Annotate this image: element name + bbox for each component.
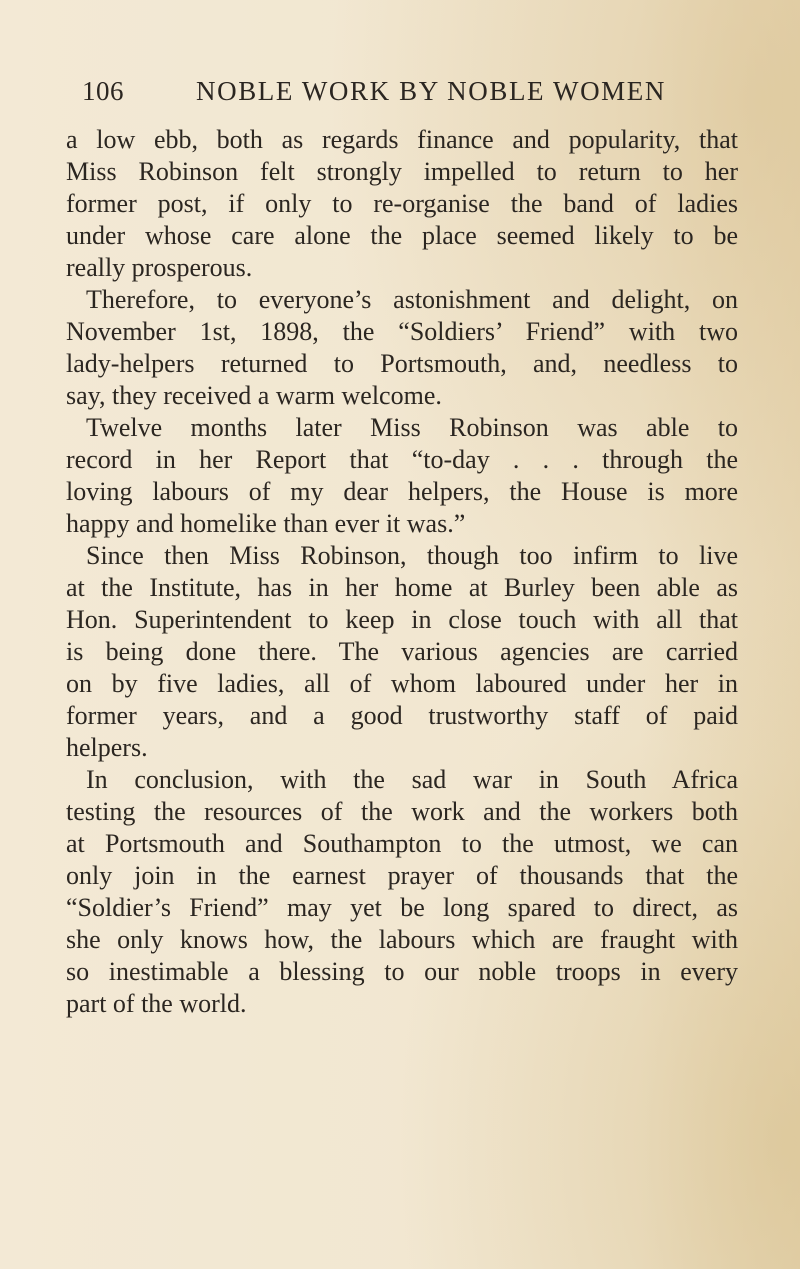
running-head-title: NOBLE WORK BY NOBLE WOMEN bbox=[196, 76, 666, 106]
text-line: Twelve months later Miss Robinson was able to bbox=[86, 413, 738, 442]
text-line: say, they received a warm welcome. bbox=[66, 381, 442, 410]
text-line: happy and homelike than ever it was.” bbox=[66, 509, 466, 538]
running-head bbox=[82, 76, 722, 116]
text-line: Since then Miss Robinson, though too infirm to live bbox=[86, 541, 738, 570]
text-line: under whose care alone the place seemed likely to be bbox=[66, 221, 738, 250]
text-line: former years, and a good trustworthy staff of paid bbox=[66, 701, 738, 730]
page-number: 106 bbox=[82, 76, 124, 106]
text-line: part of the world. bbox=[66, 989, 247, 1018]
text-line: November 1st, 1898, the “Soldiers’ Friend” with two bbox=[66, 317, 738, 346]
text-line: she only knows how, the labours which are fraught with bbox=[66, 925, 738, 954]
text-line: loving labours of my dear helpers, the House is more bbox=[66, 477, 738, 506]
text-line: testing the resources of the work and the workers both bbox=[66, 797, 738, 826]
text-line: on by five ladies, all of whom laboured under her in bbox=[66, 669, 738, 698]
text-line: former post, if only to re-organise the band of ladies bbox=[66, 189, 738, 218]
text-line: only join in the earnest prayer of thousands that the bbox=[66, 861, 738, 890]
text-line: In conclusion, with the sad war in South Africa bbox=[86, 765, 738, 794]
text-line: at the Institute, has in her home at Burley been able as bbox=[66, 573, 738, 602]
text-line: “Soldier’s Friend” may yet be long spared to direct, as bbox=[66, 893, 738, 922]
text-line: a low ebb, both as regards finance and popularity, that bbox=[66, 125, 738, 154]
text-line: is being done there. The various agencies are carried bbox=[66, 637, 738, 666]
text-line: record in her Report that “to-day . . . through the bbox=[66, 445, 738, 474]
text-line: Therefore, to everyone’s astonishment and delight, on bbox=[86, 285, 738, 314]
text-line: really prosperous. bbox=[66, 253, 253, 282]
text-line: Miss Robinson felt strongly impelled to return to her bbox=[66, 157, 738, 186]
text-line: Hon. Superintendent to keep in close touch with all that bbox=[66, 605, 738, 634]
text-line: lady-helpers returned to Portsmouth, and, needless to bbox=[66, 349, 738, 378]
text-line: at Portsmouth and Southampton to the utmost, we can bbox=[66, 829, 738, 858]
text-line: helpers. bbox=[66, 733, 148, 762]
text-line: so inestimable a blessing to our noble troops in every bbox=[66, 957, 738, 986]
body-text bbox=[66, 124, 738, 1020]
